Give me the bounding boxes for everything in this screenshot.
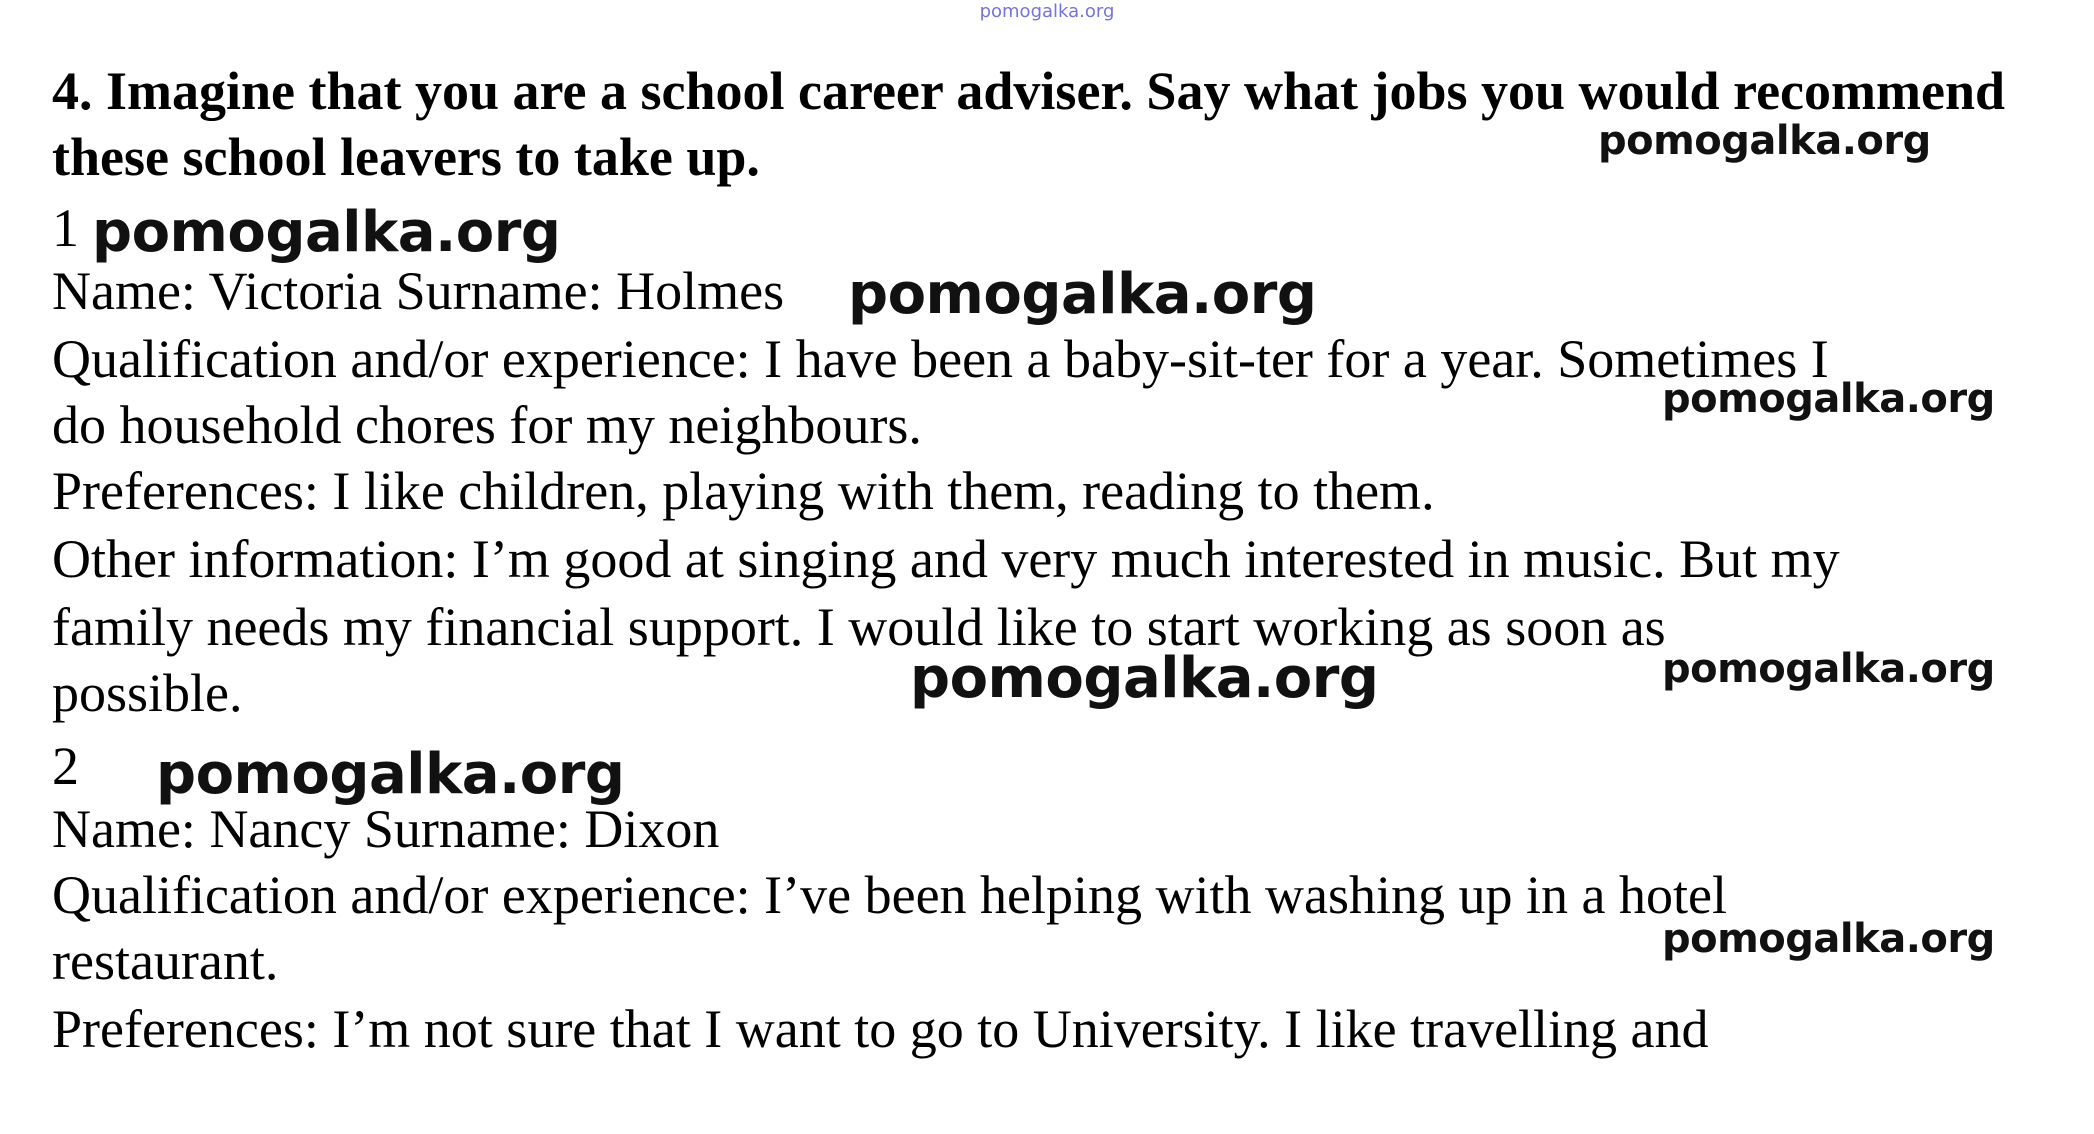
profile-1-name-line: Name: Victoria Surname: Holmes [52, 261, 785, 321]
profile-1-qualification-line-2: do household chores for my neighbours. [52, 395, 922, 455]
watermark-text: pomogalka.org [1662, 376, 1995, 422]
watermark-text: pomogalka.org [1598, 118, 1931, 164]
profile-2-qualification-line-2: restaurant. [52, 931, 279, 991]
task-heading: 4. Imagine that you are a school career adviser. Say what jobs you would recommend these school leavers to take up. [52, 61, 2006, 187]
profile-2-name-line: Name: Nancy Surname: Dixon [52, 799, 720, 859]
watermark-text: pomogalka.org [1662, 646, 1995, 692]
profile-1-qualification-line: Qualification and/or experience: I have been a baby-sit-ter for a year. Sometimes I [52, 329, 1829, 389]
profile-1-other-info-line: Other information: I’m good at singing and very much interested in music. But my [52, 529, 1840, 589]
top-watermark: pomogalka.org [979, 1, 1115, 22]
profile-1-other-info-line-2: family needs my financial support. I would like to start working as soon as [52, 597, 1666, 657]
profile-2-qualification-line: Qualification and/or experience: I’ve been helping with washing up in a hotel [52, 865, 1727, 925]
profile-2-number: 2 [52, 736, 79, 796]
watermark-text: pomogalka.org [92, 200, 561, 265]
watermark-text: pomogalka.org [1662, 916, 1995, 962]
watermark-text: pomogalka.org [156, 742, 625, 807]
profile-2-preferences-line: Preferences: I’m not sure that I want to go to University. I like travelling and [52, 999, 1709, 1059]
profile-1-other-info-line-3: possible. [52, 663, 243, 723]
profile-1-number: 1 [52, 198, 79, 258]
profile-1-preferences-line: Preferences: I like children, playing with them, reading to them. [52, 461, 1435, 521]
watermark-text: pomogalka.org [910, 646, 1379, 711]
watermark-text: pomogalka.org [848, 262, 1317, 327]
